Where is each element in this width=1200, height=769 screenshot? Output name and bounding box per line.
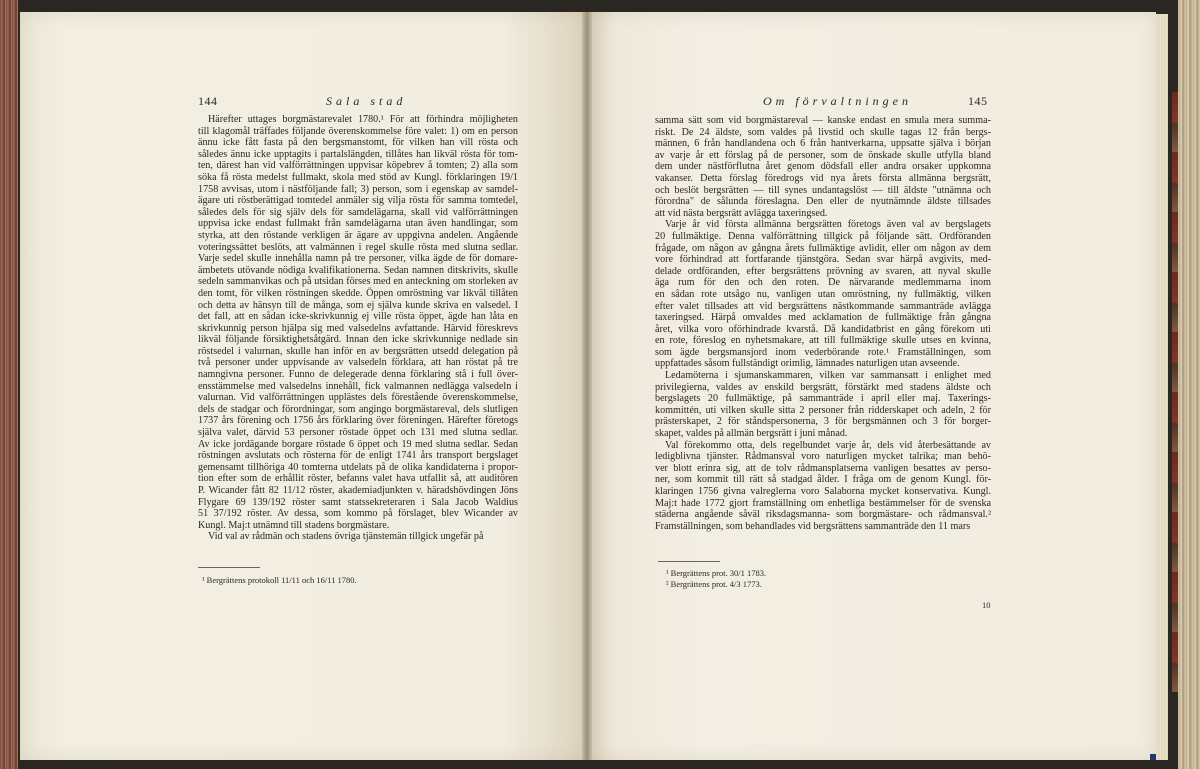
right-body-text <box>655 115 991 532</box>
text-line: således ännu icke upptagits i partalslängden, tillåtes han likväl rösta för tom- <box>198 148 518 160</box>
text-line: ännu icke fått fasta på den bergsmanstomt, för vilken han vill rösta och <box>198 137 518 149</box>
text-line: P. Wicander fått 82 11/12 röster, akademiadjunkten v. häradshövdingen Jöns <box>198 485 518 496</box>
right-running-title: Om förvaltningen <box>763 94 912 108</box>
text-line: 20 fullmäktige. Denna valförrättning tillgick på följande sätt. Ordföranden <box>655 230 991 242</box>
text-line: vore förhindrad att fortfarande tjänstgöra. Sedan svar härpå avgivits, med- <box>655 254 991 266</box>
text-line: frågade, om någon av gångna årets fullmäktige avlidit, eller om någon av dem <box>655 242 991 254</box>
text-line: två personer under uppvisande av valsedeln förklara, att han röstat på tre <box>198 357 518 369</box>
right-footnotes <box>666 568 766 590</box>
text-line: namngivna personer. Funno de delegerade denna förklaring stå i full över- <box>198 369 518 381</box>
text-line: det fall, att en sådan icke-skrivkunnig ej ville rösta öppet, ägde han låta en <box>198 311 518 323</box>
text-line: året, vilka voro oförhindrade kvarstå. Då kandidatbrist en gång förekom uti <box>655 323 991 335</box>
text-line: kommittén, uti vilken skulle sitta 2 personer från ridderskapet och adeln, 2 för <box>655 404 991 416</box>
text-line: efter valet tillsades att vid bergsrättens nästkommande sammanträde avlägga <box>655 300 991 312</box>
text-line: Av icke jordägande borgare röstade 6 öppet och 19 med slutna sedlar. Sedan <box>198 438 518 450</box>
left-footnote-rule <box>198 567 260 568</box>
text-line: dem under nästförflutna året genom dödsfall eller andra orsaker uppkomna <box>655 161 991 173</box>
text-line: Vid val av rådmän och stadens övriga tjänstemän tillgick ungefär på <box>208 531 484 543</box>
text-line: 1758 avvisas, utom i nästföljande fall; 3) person, som i egenskap av samdel- <box>198 183 518 195</box>
corner-mark <box>1150 754 1156 760</box>
text-line: sedeln sammanvikas och på utsidan förses med en anteckning om storleken av <box>198 276 518 288</box>
left-footnotes <box>202 575 357 586</box>
text-line: Maj:t hade 1772 gjort framställning om enhetliga bestämmelser för de svenska <box>655 497 991 509</box>
text-line: ten, därest han vid valförrättningen uppvisar köpebrev å tomten; 2) alla som <box>198 160 518 172</box>
footnote: ² Bergrättens prot. 4/3 1773. <box>666 579 762 589</box>
text-line: vakanser. Detta förslag föredrogs vid nya årets första allmänna bergsrätt, <box>655 172 991 184</box>
text-line: den tomt, för vilken röstningen skedde. Öppen omröstning var likväl tillåten <box>198 287 518 299</box>
left-page-number: 144 <box>198 94 218 108</box>
text-line: ner, som kommit till rätt så stadgad ålder. I fråga om de genom Kungl. för- <box>655 474 991 486</box>
left-body-text <box>198 114 518 543</box>
left-running-title: Sala stad <box>326 94 407 108</box>
scan-color-bar <box>1172 92 1178 692</box>
page-stack-right <box>1154 14 1168 760</box>
text-line: privilegierna, valdes av enskild bergsrätt, förstärkt med stadens äldste och <box>655 381 991 393</box>
text-line: att vid nästa bergsrätt avlägga taxeringsed. <box>655 207 828 219</box>
text-line: delade ordföranden, efter bergsrättens prövning av svaren, att nyval skulle <box>655 265 991 277</box>
right-page-number: 145 <box>968 94 988 108</box>
text-line: dels de stadgar och förordningar, som angingo borgmästareval, dels slutligen <box>198 403 518 415</box>
text-line: Val förekommo otta, dels regelbundet varje år, dels vid återbesättande av <box>665 439 991 451</box>
text-line: äga rum för den och den roten. De närvarande medlemmarna inom <box>655 277 991 289</box>
text-line: söka få rösta medelst fullmakt, skola med stöd av Kungl. förklaringen 19/1 <box>198 171 518 183</box>
text-line: riskt. De 24 äldste, som valdes på livstid och skulle tagas 12 från bergs- <box>655 126 991 138</box>
text-line: till klagomål träffades följande överenskommelse före valet: 1) om en person <box>198 125 518 137</box>
text-line: bergslagets 20 fullmäktige, på sammanträde i april eller maj. Taxerings- <box>655 393 991 405</box>
text-line: likväl följande försiktighetsåtgärd. Innan den icke skrivkunnige nedlade sin <box>198 334 518 346</box>
text-line: 1737 års förening och 1756 års förklaring över föreningen. Härefter företogs <box>198 415 518 427</box>
text-line: Kungl. Maj:t utnämnd till stadens borgmästare. <box>198 519 390 531</box>
text-line: som ägde bergsmansjord inom vederbörande rote.¹ Framställningen, som <box>655 346 991 358</box>
text-line: ledigblivna tjänster. Rådmansval voro naturligen mycket talrika; man behö- <box>655 451 991 463</box>
text-line: Härefter uttages borgmästarevalet 1780.¹ För att förhindra möjligheten <box>208 114 518 125</box>
right-footnote-rule <box>658 561 720 562</box>
text-line: 51 37/192 röster. Av dessa, som kommo på förslaget, blev Wicander av <box>198 508 518 520</box>
text-line: av varje år ett förslag på de personer, som de önskade skulle utfylla bland <box>655 149 991 161</box>
text-line: Framställningen, som behandlades vid bergsrättens sammanträde den 11 mars <box>655 520 971 532</box>
text-line: samma sätt som vid borgmästareval — kanske endast en smula mera summa- <box>655 115 991 126</box>
footnote: ¹ Bergrättens prot. 30/1 1783. <box>666 568 767 578</box>
book-gutter <box>582 12 592 760</box>
text-line: således dels för sig själv dels för samdelägarna, skall vid valförrättningen <box>198 206 518 218</box>
text-line: ägare uti röstberättigad tomtedel anmäler sig vilja rösta för samma tomtedel, <box>198 195 518 207</box>
text-line: en sådan rote utsågo nu, vanligen utan omröstning, ny fullmäktig, vilken <box>655 288 991 300</box>
text-line: valurnan. Vid valförrättningen upplästes dels förestående överenskommelse, <box>198 392 518 404</box>
text-line: själva valet, därvid 53 personer röstade öppet och 131 med slutna sedlar. <box>198 427 518 439</box>
book-edge-right <box>1178 0 1200 769</box>
text-line: och beslöt bergsrätten — till synes undantagslöst — till äldste "utnämna och <box>655 184 991 196</box>
text-line: uppfattades såsom fullständigt orimlig, lämnades naturligen utan avseende. <box>655 358 960 370</box>
text-line: voteringssättet beslöts, att valmännen i regel skulle rösta med slutna sedlar. <box>198 241 518 253</box>
text-line: prästerskapet, 2 för ståndspersonerna, 3 för bergsmännen och 3 för borger- <box>655 416 991 428</box>
text-line: ämbetets utövande nödiga kvalifikationerna. Sedan namnen ditskrivits, skulle <box>198 264 518 276</box>
signature-mark: 10 <box>982 600 991 610</box>
text-line: ensstämmelse med valsedelns innehåll, fick valmannen nedlägga valsedeln i <box>198 380 518 392</box>
text-line: uppvisa icke endast fullmakt från samdelägarna utan även handlingar, som <box>198 218 518 230</box>
text-line: taxeringsed. Härpå omvaldes med acklamation de fullmäktige från gångna <box>655 312 991 324</box>
footnote: ¹ Bergrättens protokoll 11/11 och 16/11 1780. <box>202 575 357 585</box>
text-line: tion efter som de erhållit röster, befanns valet hava utfallit så, att auditören <box>198 473 518 485</box>
book-edge-left <box>0 0 18 769</box>
text-line: röstsedel i valurnan, skulle han inför en av bergsrätten utsedd delegation på <box>198 345 518 357</box>
text-line: Varje sedel skulle innehålla namn på tre personer, vilka ägde de för domare- <box>198 253 518 265</box>
text-line: förordna" de sålunda föreslagna. Den eller de nyutnämnde äldste tillsades <box>655 196 991 208</box>
text-line: en rote, föreslog en nyhetsmakare, att till fullmäktige skulle utses en kvinna, <box>655 335 991 347</box>
text-line: och detta av hänsyn till de många, som ej själva kunde skriva en valsedel. I <box>198 299 518 311</box>
text-line: männen, 6 från handlandena och 6 från hantverkarna, uppsatte själva i början <box>655 138 991 150</box>
text-line: klaringen 1756 givna valreglerna voro Salaborna mycket konservativa. Kungl. <box>655 486 991 497</box>
text-line: Varje år vid första allmänna bergsrätten företogs även val av bergslagets <box>665 219 991 231</box>
text-line: skapet, valdes på allmän bergsrätt i juni månad. <box>655 428 848 440</box>
text-line: gemensamt tillhöriga 40 tomterna utdelats på de olika kandidaterna i propor- <box>198 461 518 473</box>
text-line: Flygare 69 139/192 röster samt statssekreteraren i Sala Jacob Waldius <box>198 496 518 508</box>
text-line: städerna angående såväl riksdagsmanna- som borgmästare- och rådmansval.² <box>655 509 991 521</box>
text-line: röstningen avslutats och rösterna för de enligt 1741 års transport bergslaget <box>198 450 518 462</box>
text-line: skrivkunnig person hjälpa sig med valsedelns avfattande. Härvid föreskrevs <box>198 322 518 334</box>
text-line: Ledamöterna i sjumanskammaren, vilken var sammansatt i enlighet med <box>665 370 991 382</box>
text-line: styrka, att den röstande verkligen är ägare av uppgivna andelen. Angående <box>198 229 518 241</box>
text-line: ver blott erinra sig, att de tolv rådmansplatserna vanligen besattes av perso- <box>655 462 991 474</box>
